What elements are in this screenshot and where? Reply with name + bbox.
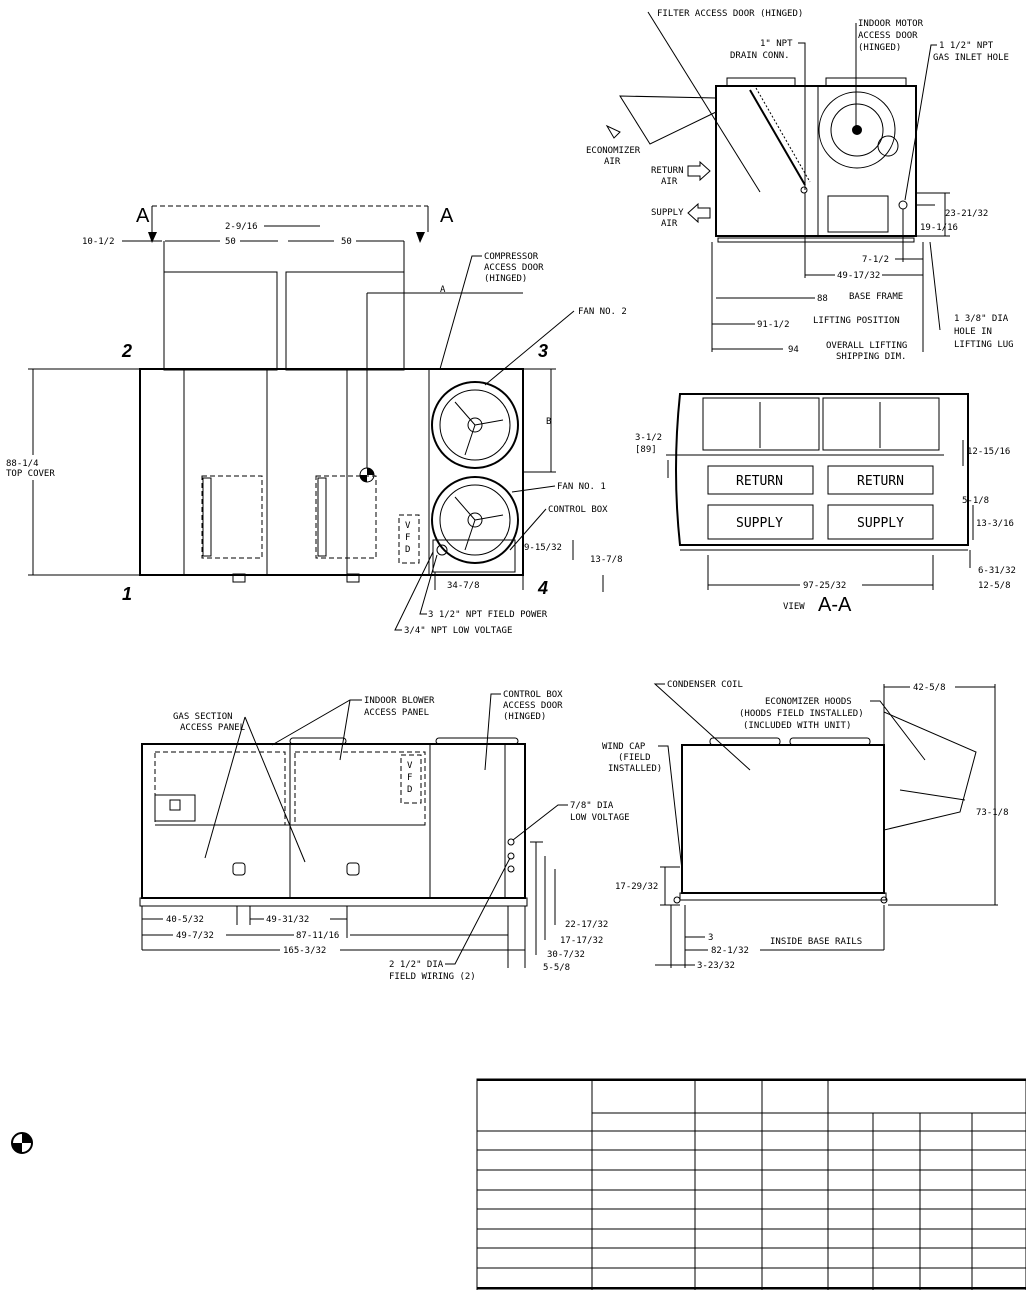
cbox-line-2: ACCESS DOOR: [503, 701, 563, 711]
field-power-label: 3 1/2" NPT FIELD POWER: [428, 610, 548, 620]
empty-weights-table: [477, 1079, 1026, 1290]
dim-87-11-16: 87-11/16: [296, 931, 340, 941]
dim-88-1-4: 88-1/4: [6, 459, 39, 469]
cbox-line-1: CONTROL BOX: [503, 690, 563, 700]
motor-line-2: ACCESS DOOR: [858, 31, 918, 41]
windcap-line-3: INSTALLED): [608, 764, 663, 774]
return-air-line-2: AIR: [661, 177, 678, 187]
vfd-b-d: D: [407, 785, 413, 795]
legend-area: [12, 1133, 32, 1153]
dim-42-5-8: 42-5/8: [913, 683, 946, 693]
lug-line-3: LIFTING LUG: [954, 340, 1014, 350]
compressor-line-2: ACCESS DOOR: [484, 263, 544, 273]
dim-b-label: B: [546, 417, 552, 427]
gas-section-line-1: GAS SECTION: [173, 712, 233, 722]
dim-12-15-16: 12-15/16: [967, 447, 1011, 457]
supply-air-line-1: SUPPLY: [651, 208, 684, 218]
view-aa: [635, 394, 1016, 616]
side-view-top: [6, 205, 627, 636]
vfd-b-f: F: [407, 773, 413, 783]
corner-2: 2: [122, 341, 133, 361]
view-word: VIEW: [783, 602, 805, 612]
dim-165-3-32: 165-3/32: [283, 946, 327, 956]
dim-50-b: 50: [341, 237, 352, 247]
gas-section-line-2: ACCESS PANEL: [180, 723, 246, 733]
dim-3-1-2: 3-1/2: [635, 433, 663, 443]
hoods-line-1: ECONOMIZER HOODS: [765, 697, 852, 707]
vfd-b-v: V: [407, 761, 413, 771]
dim-89-mm: [89]: [635, 445, 657, 455]
supply-right: SUPPLY: [857, 516, 904, 531]
field-wiring-line-2: FIELD WIRING (2): [389, 972, 476, 982]
control-box-label: CONTROL BOX: [548, 505, 608, 515]
dim-91-1-2: 91-1/2: [757, 320, 790, 330]
dim-top-cover: TOP COVER: [6, 469, 55, 479]
dim-94: 94: [788, 345, 799, 355]
blower-line-2: ACCESS PANEL: [364, 708, 430, 718]
section-marker-right: A: [440, 205, 454, 227]
dim-inside-base-rails: INSIDE BASE RAILS: [770, 937, 863, 947]
vfd-letter-v: V: [405, 521, 411, 531]
dim-3: 3: [708, 933, 714, 943]
windcap-line-2: (FIELD: [618, 753, 651, 763]
compressor-line-3: (HINGED): [484, 274, 528, 284]
dim-17-17-32: 17-17/32: [560, 936, 604, 946]
dim-49-17-32: 49-17/32: [837, 271, 881, 281]
dim-2-9-16: 2-9/16: [225, 222, 258, 232]
dim-49-7-32: 49-7/32: [176, 931, 214, 941]
dim-13-3-16: 13-3/16: [976, 519, 1014, 529]
dim-30-7-32: 30-7/32: [547, 950, 585, 960]
supply-air-line-2: AIR: [661, 219, 678, 229]
dim-6-31-32: 6-31/32: [978, 566, 1016, 576]
dim-88: 88: [817, 294, 828, 304]
lug-line-1: 1 3/8" DIA: [954, 314, 1009, 324]
dim-12-5-8: 12-5/8: [978, 581, 1011, 591]
return-right: RETURN: [857, 474, 904, 489]
dim-13-7-8: 13-7/8: [590, 555, 623, 565]
vfd-letter-f: F: [405, 533, 411, 543]
dim-50-a: 50: [225, 237, 236, 247]
dim-34-7-8: 34-7/8: [447, 581, 480, 591]
dim-82-1-32: 82-1/32: [711, 946, 749, 956]
dim-5-5-8: 5-5/8: [543, 963, 571, 973]
lv-line-2: LOW VOLTAGE: [570, 813, 630, 823]
dim-3-23-32: 3-23/32: [697, 961, 735, 971]
dim-23-21-32: 23-21/32: [945, 209, 989, 219]
side-view-bottom: [140, 690, 630, 982]
supply-left: SUPPLY: [736, 516, 783, 531]
dim-73-1-8: 73-1/8: [976, 808, 1009, 818]
dim-17-29-32: 17-29/32: [615, 882, 659, 892]
fan-2-label: FAN NO. 2: [578, 307, 627, 317]
dim-19-1-16: 19-1/16: [920, 223, 958, 233]
view-name: A-A: [818, 594, 852, 616]
dim-10-1-2: 10-1/2: [82, 237, 115, 247]
section-marker-left: A: [136, 205, 150, 227]
cbox-line-3: (HINGED): [503, 712, 547, 722]
econ-air-line-1: ECONOMIZER: [586, 146, 641, 156]
motor-line-1: INDOOR MOTOR: [858, 19, 924, 29]
drain-line-1: 1" NPT: [760, 39, 793, 49]
return-air-line-1: RETURN: [651, 166, 684, 176]
dim-22-17-32: 22-17/32: [565, 920, 609, 930]
econ-air-line-2: AIR: [604, 157, 621, 167]
dim-shipping-dim: SHIPPING DIM.: [836, 352, 907, 362]
dim-overall-lifting: OVERALL LIFTING: [826, 341, 908, 351]
field-wiring-line-1: 2 1/2" DIA: [389, 960, 444, 970]
low-voltage-label: 3/4" NPT LOW VOLTAGE: [404, 626, 513, 636]
lug-line-2: HOLE IN: [954, 327, 992, 337]
vfd-letter-d: D: [405, 545, 411, 555]
hoods-line-3: (INCLUDED WITH UNIT): [743, 721, 852, 731]
gas-line-2: GAS INLET HOLE: [933, 53, 1009, 63]
dim-49-31-32: 49-31/32: [266, 915, 310, 925]
hoods-line-2: (HOODS FIELD INSTALLED): [739, 709, 864, 719]
filter-door-label: FILTER ACCESS DOOR (HINGED): [657, 9, 804, 19]
dim-9-15-32: 9-15/32: [524, 543, 562, 553]
compressor-line-1: COMPRESSOR: [484, 252, 539, 262]
end-view-top: [586, 9, 1014, 362]
end-view-bottom: [602, 680, 1009, 971]
gas-line-1: 1 1/2" NPT: [939, 41, 994, 51]
condenser-label: CONDENSER COIL: [667, 680, 743, 690]
dim-40-5-32: 40-5/32: [166, 915, 204, 925]
dim-5-1-8: 5-1/8: [962, 496, 990, 506]
motor-line-3: (HINGED): [858, 43, 902, 53]
dim-7-1-2: 7-1/2: [862, 255, 890, 265]
windcap-line-1: WIND CAP: [602, 742, 646, 752]
corner-1: 1: [122, 584, 133, 604]
return-left: RETURN: [736, 474, 783, 489]
dim-97-25-32: 97-25/32: [803, 581, 847, 591]
dim-base-frame: BASE FRAME: [849, 292, 904, 302]
dim-lifting-position: LIFTING POSITION: [813, 316, 900, 326]
drain-line-2: DRAIN CONN.: [730, 51, 790, 61]
blower-line-1: INDOOR BLOWER: [364, 696, 435, 706]
dim-a-label: A: [440, 285, 446, 295]
corner-4: 4: [538, 578, 549, 598]
corner-3: 3: [538, 341, 549, 361]
fan-1-label: FAN NO. 1: [557, 482, 606, 492]
lv-line-1: 7/8" DIA: [570, 801, 614, 811]
